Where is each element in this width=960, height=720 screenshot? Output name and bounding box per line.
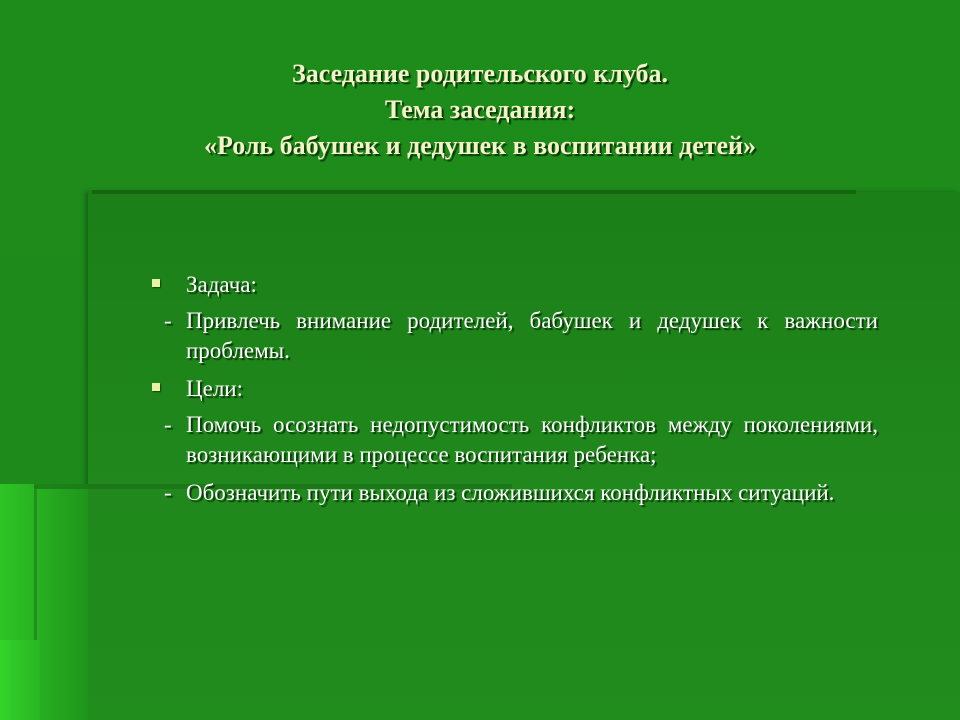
dash-marker: - (164, 308, 172, 333)
section-heading-label: Задача: (186, 272, 257, 297)
square-bullet-icon (152, 383, 160, 391)
list-item (150, 410, 878, 470)
title-line-2: Тема заседания: (384, 95, 576, 124)
dash-marker: - (164, 412, 172, 437)
list-item-text: Привлечь внимание родителей, бабушек и дедушек к важности проблемы. (186, 308, 878, 363)
slide-title (0, 56, 960, 164)
list-item (150, 478, 878, 508)
decorative-panel-bottom-left (0, 640, 40, 720)
section-heading-goals (150, 374, 878, 404)
square-bullet-icon (152, 279, 160, 287)
dash-marker: - (164, 480, 172, 505)
title-line-3: «Роль бабушек и дедушек в воспитании детей» (203, 131, 757, 160)
title-line-1: Заседание родительского клуба. (292, 59, 668, 88)
slide-content (150, 270, 878, 516)
decorative-panel-edge (92, 190, 856, 194)
list-item-text: Обозначить пути выхода из сложившихся конфликтных ситуаций. (186, 480, 835, 505)
section-heading-label: Цели: (186, 376, 243, 401)
list-item-text: Помочь осознать недопустимость конфликтов между поколениями, возникающими в процессе воспитания ребенка; (186, 412, 878, 467)
list-item (150, 306, 878, 366)
section-heading-task (150, 270, 878, 300)
